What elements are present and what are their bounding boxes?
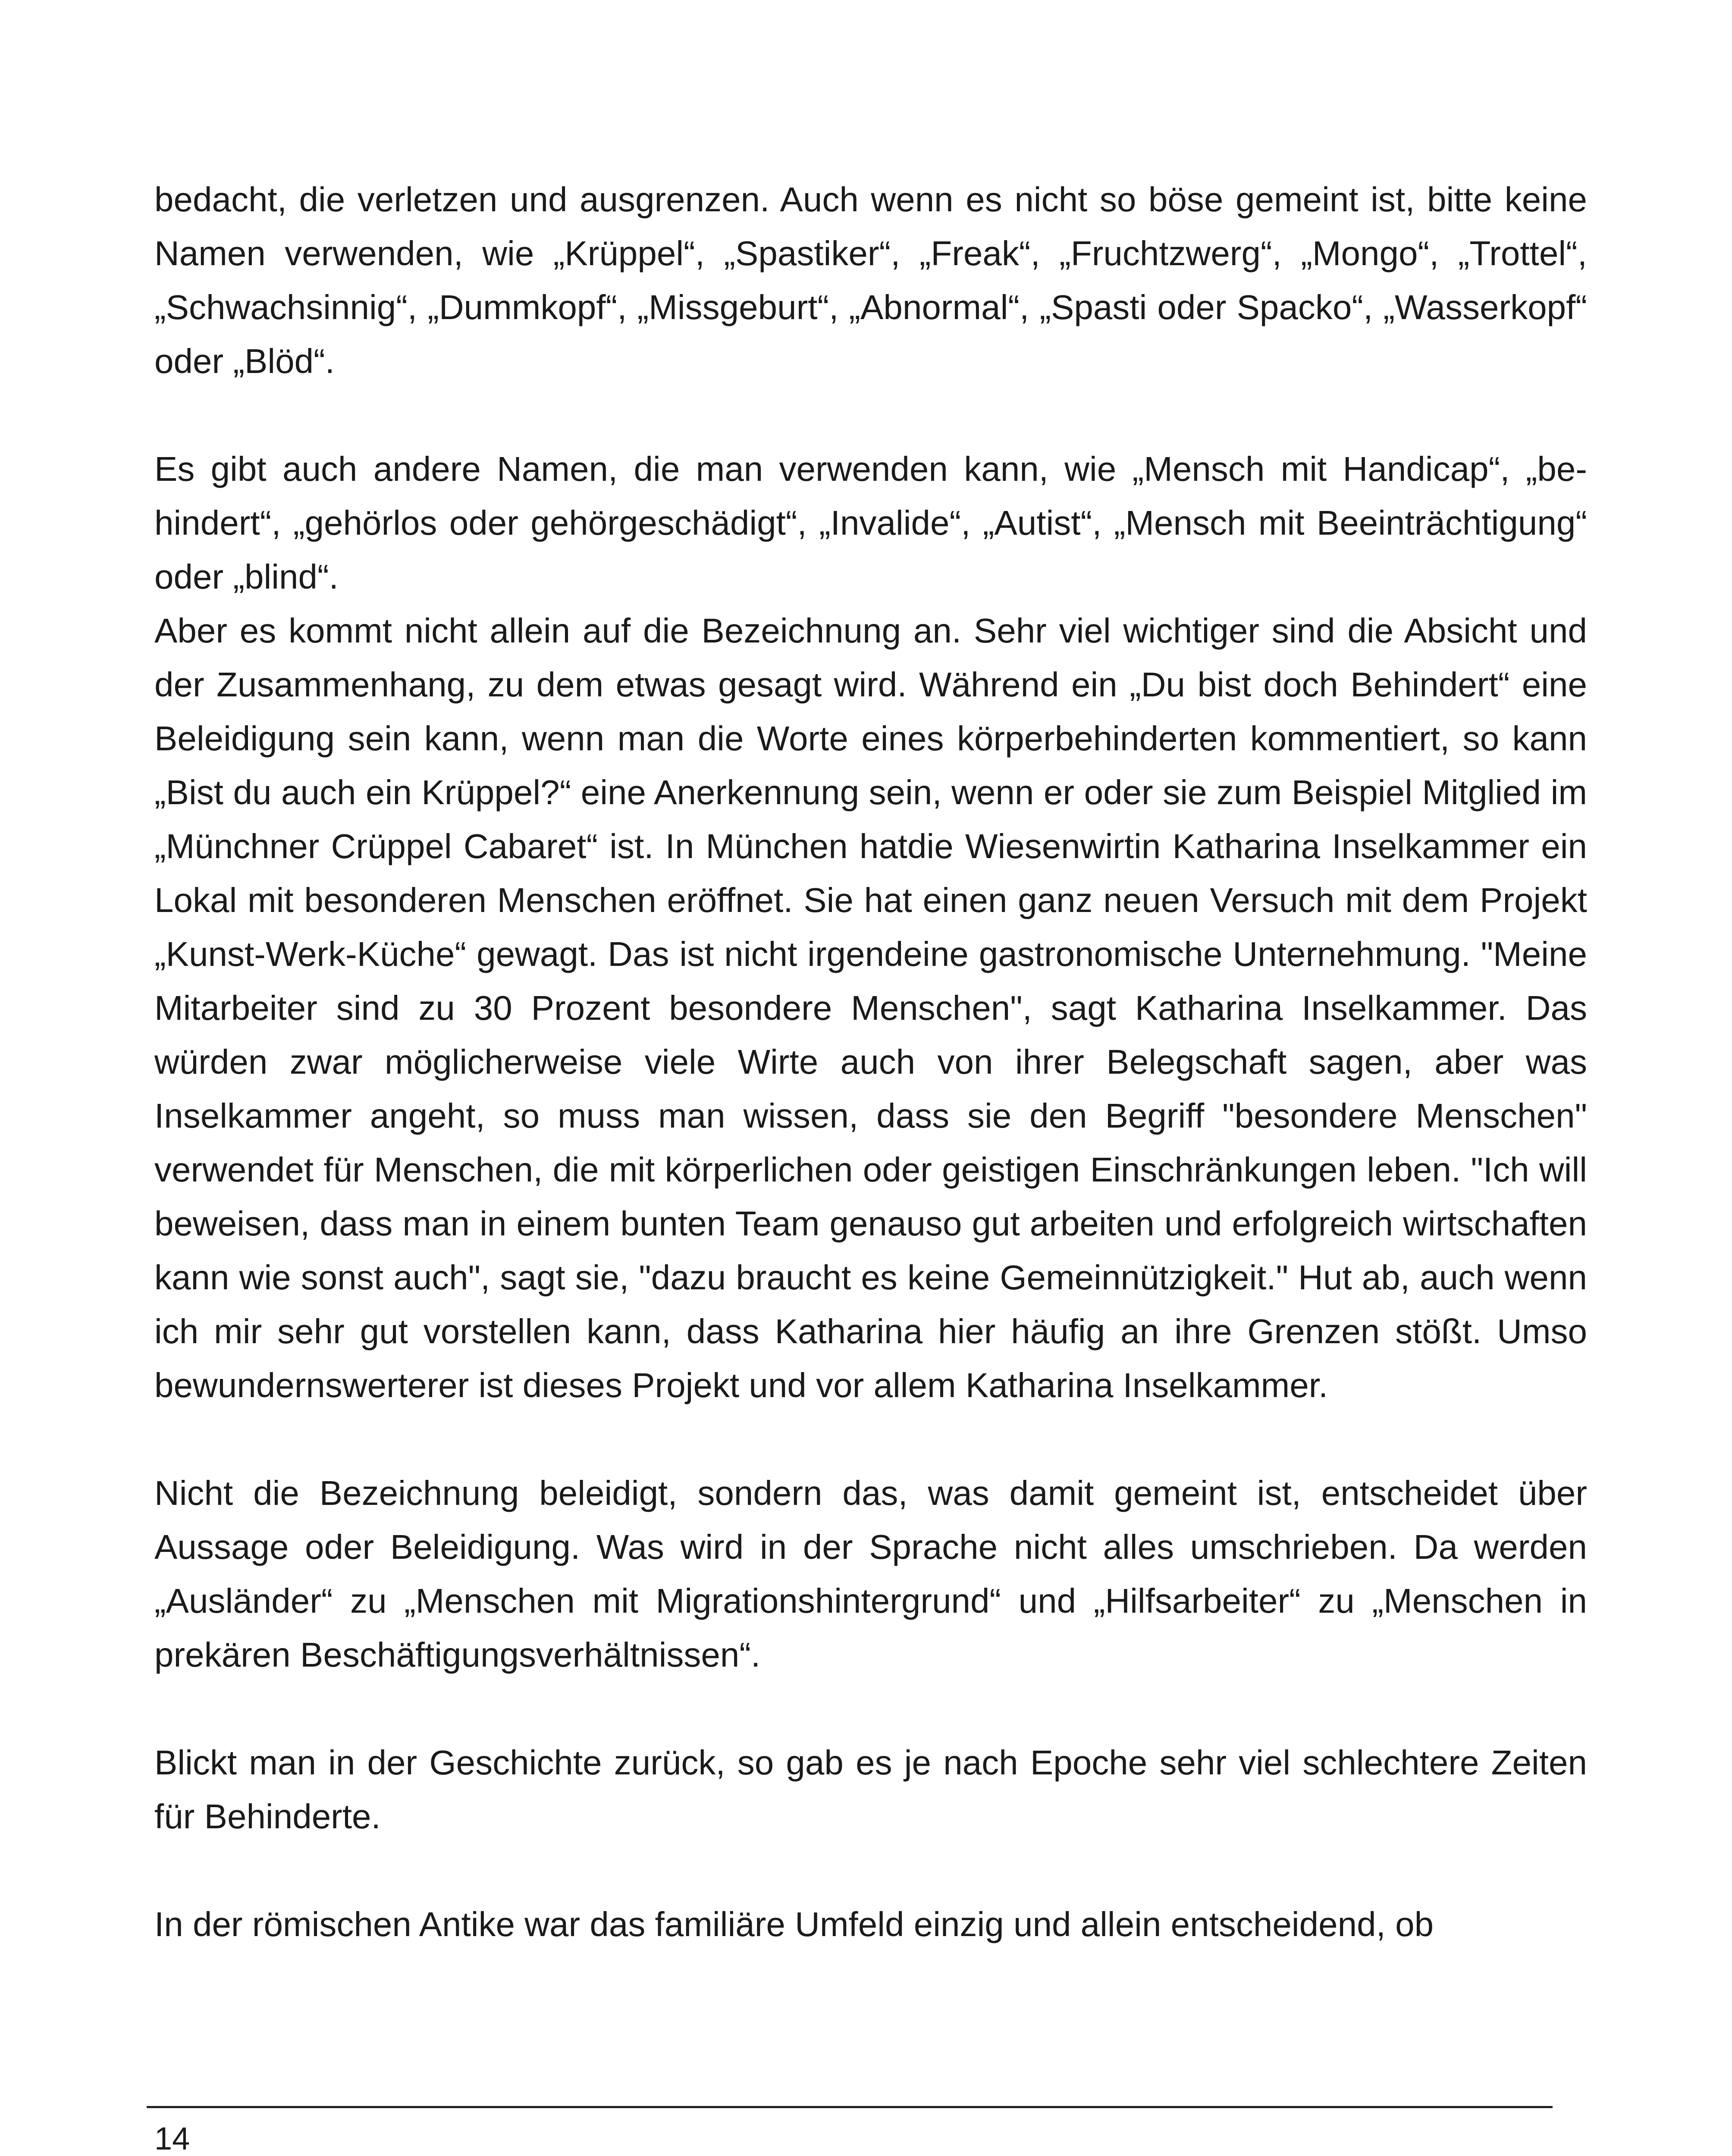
paragraph-roman-antiquity: In der römischen Antike war das familiäre Umfeld einzig und allein entscheidend, ob bbox=[154, 1905, 1434, 1943]
paragraph-alternative-names: Es gibt auch andere Namen, die man verwenden kann, wie „Mensch mit Handicap“, „behindert“, „gehörlos oder gehörgeschädigt“, „Invalide“, „Autist“, „Mensch mit Beeinträchtigung“ oder „blind“. bbox=[154, 450, 1587, 596]
page-number: 14 bbox=[154, 2121, 190, 2156]
paragraph-slurs-list: bedacht, die verletzen und ausgrenzen. Auch wenn es nicht so böse gemeint ist, bitte keine Namen verwenden, wie „Krüppel“, „Spastiker“, „Freak“, „Fruchtzwerg“, „Mongo“, „Trottel“, „Schwachsinnig“, „Dummkopf“, „Missgeburt“, „Abnormal“, „Spasti oder Spacko“, „Wasserkopf“ oder „Blöd“. bbox=[154, 180, 1587, 380]
paragraph-history: Blickt man in der Geschichte zurück, so gab es je nach Epoche sehr viel schlechtere Zeiten für Behinderte. bbox=[154, 1743, 1587, 1836]
footer-divider bbox=[147, 2106, 1553, 2108]
body-text bbox=[154, 172, 1587, 1951]
paragraph-meaning-decides: Nicht die Bezeichnung beleidigt, sondern das, was damit gemeint ist, entscheidet über Aussage oder Beleidigung. Was wird in der Sprache nicht alles umschrieben. Da werden „Ausländer“ zu „Menschen mit Migrationshintergrund“ und „Hilfsarbeiter“ zu „Menschen in prekären Beschäftigungsverhältnissen“. bbox=[154, 1474, 1587, 1674]
paragraph-context-matters: Aber es kommt nicht allein auf die Bezeichnung an. Sehr viel wichtiger sind die Absicht und der Zusammenhang, zu dem etwas gesagt wird. Während ein „Du bist doch Behindert“ eine Beleidigung sein kann, wenn man die Worte eines körperbehinderten kommentiert, so kann „Bist du auch ein Krüppel?“ eine Anerkennung sein, wenn er oder sie zum Beispiel Mitglied im „Münchner Crüppel Cabaret“ ist. In München hatdie Wiesenwirtin Katharina Inselkammer ein Lokal mit besonderen Menschen eröffnet. Sie hat einen ganz neuen Versuch mit dem Projekt „Kunst-Werk-Küche“ gewagt. Das ist nicht irgendeine gastronomische Unternehmung. "Meine Mitarbeiter sind zu 30 Prozent besondere Menschen", sagt Katharina Inselkammer. Das würden zwar möglicherweise viele Wirte auch von ihrer Belegschaft sagen, aber was Inselkammer angeht, so muss man wissen, dass sie den Begriff "besondere Menschen" verwendet für Menschen, die mit körperlichen oder geistigen Einschränkungen leben. "Ich will beweisen, dass man in einem bunten Team genauso gut arbeiten und erfolgreich wirtschaften kann wie sonst auch", sagt sie, "dazu braucht es keine Gemeinnützigkeit." Hut ab, auch wenn ich mir sehr gut vorstellen kann, dass Katharina hier häufig an ihre Grenzen stößt. Umso bewundernswerterer ist dieses Projekt und vor allem Katharina Inselkammer. bbox=[154, 611, 1587, 1404]
